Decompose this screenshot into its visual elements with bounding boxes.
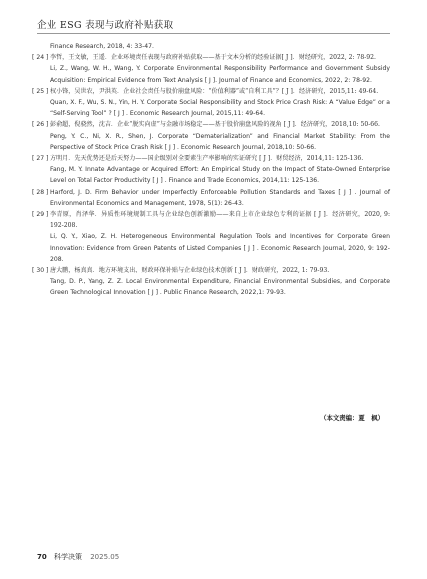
reference-item: [50, 41, 390, 52]
reference-item: [32, 153, 390, 187]
reference-text-en: Finance Research, 2018, 4: 33-47.: [50, 43, 154, 50]
reference-text-en: Li, Z., Wang, W. H., Wang, Y. Corporate Environmental Responsibility Performance and Government Subsidy Acquisition: Empirical Evidence from Text Analysis [ J ]. Journal of Finance and Economics, 2022, 2: 78-92.: [50, 65, 390, 84]
reference-item: [32, 119, 390, 153]
reference-text-en: Harford, J. D. Firm Behavior under Imperfectly Enforceable Pollution Standards and Taxes [ J ] . Journal of Environmental Economics and Management, 1978, 5(1): 26-43.: [50, 188, 390, 207]
header-divider: [37, 33, 390, 34]
magazine-name: 科学决策: [53, 553, 82, 561]
reference-item: [32, 52, 390, 86]
reference-number: [ 28 ]: [32, 188, 49, 196]
reference-text-cn: 彭俞超，倪骁然，沈吉．企业“脱实向虚”与金融市场稳定——基于股价崩盘风险的视角 [ J ]．经济研究，2018,10: 50-66.: [50, 121, 380, 129]
reference-number: [ 27 ]: [32, 155, 49, 163]
reference-text-en: Quan, X. F., Wu, S. N., Yin, H. Y. Corporate Social Responsibility and Stock Price Crash Risk: A “Value Edge” or a “Self-Serving Tool” ? [ J ] . Economic Research Journal, 2015,11: 49-64.: [50, 99, 390, 118]
reference-text-cn: 李哲，王文敏，王遥．企业环境责任表现与政府补贴获取——基于文本分析的经验证据[ J ]．财经研究，2022, 2: 78-92.: [50, 54, 376, 62]
reference-text-cn: 唐大鹏，杨真真．地方环境支出、财政环保补贴与企业绿色技术创新 [ J ]．财政研究，2022, 1: 79-93.: [50, 267, 330, 275]
reference-text-en: Li, Q. Y., Xiao, Z. H. Heterogeneous Environmental Regulation Tools and Incentives for Corporate Green Innovation: Evidence from Green Patents of Listed Companies [ J ] . Economic Research Journal, 2020, 9: 192-208.: [50, 233, 390, 263]
reference-number: [ 24 ]: [32, 54, 49, 62]
reference-text-en: Peng, Y. C., Ni, X. R., Shen, J. Corporate “Dematerialization” and Financial Market Stability: From the Perspective of Stock Price Crash Risk [ J ] . Economic Research Journal, 2018,10: 50-66.: [50, 132, 390, 151]
reference-list: [32, 41, 390, 299]
running-head: 企业 ESG 表现与政府补贴获取: [37, 20, 174, 31]
reference-number: [ 25 ]: [32, 87, 49, 95]
reference-number: [ 30 ]: [32, 267, 49, 275]
reference-text-en: Tang, D. P., Yang, Z. Z. Local Environmental Expenditure, Financial Environmental Subsidies, and Corporate Green Technological Innovation [ J ] . Public Finance Research, 2022,1: 79-93.: [50, 278, 390, 297]
reference-item: [32, 265, 390, 299]
reference-text-en: Fang, M. Y. Innate Advantage or Acquired Effort: An Empirical Study on the Impact of State-Owned Enterprise Level on Total Factor Productivity [ J ] . Finance and Trade Economics, 2014,11: 125-136.: [50, 166, 390, 185]
reference-item: [32, 86, 390, 120]
issue-date: 2025.05: [90, 553, 120, 561]
reference-text-cn: 李青原，肖泽华．异质性环境规制工具与企业绿色创新激励——来自上市企业绿色专利的证据 [ J ]．经济研究，2020, 9: 192-208.: [50, 211, 390, 230]
page-footer: [37, 552, 119, 562]
editor-note: （本文责编：夏 枫）: [320, 414, 384, 422]
reference-number: [ 26 ]: [32, 121, 49, 129]
reference-item: [32, 187, 390, 209]
reference-text-cn: 方明月．先天优势还是后天努力——国企级别对全要素生产率影响的实证研究 [ J ]．财贸经济，2014,11: 125-136.: [50, 155, 364, 163]
reference-text-cn: 权小锋，吴世农，尹洪英．企业社会责任与股价崩盘风险：“价值利器”或“自利工具”？[ J ]．经济研究，2015,11: 49-64.: [50, 87, 379, 95]
page-number: 70: [37, 553, 47, 561]
reference-number: [ 29 ]: [32, 211, 49, 219]
reference-item: [32, 209, 390, 265]
